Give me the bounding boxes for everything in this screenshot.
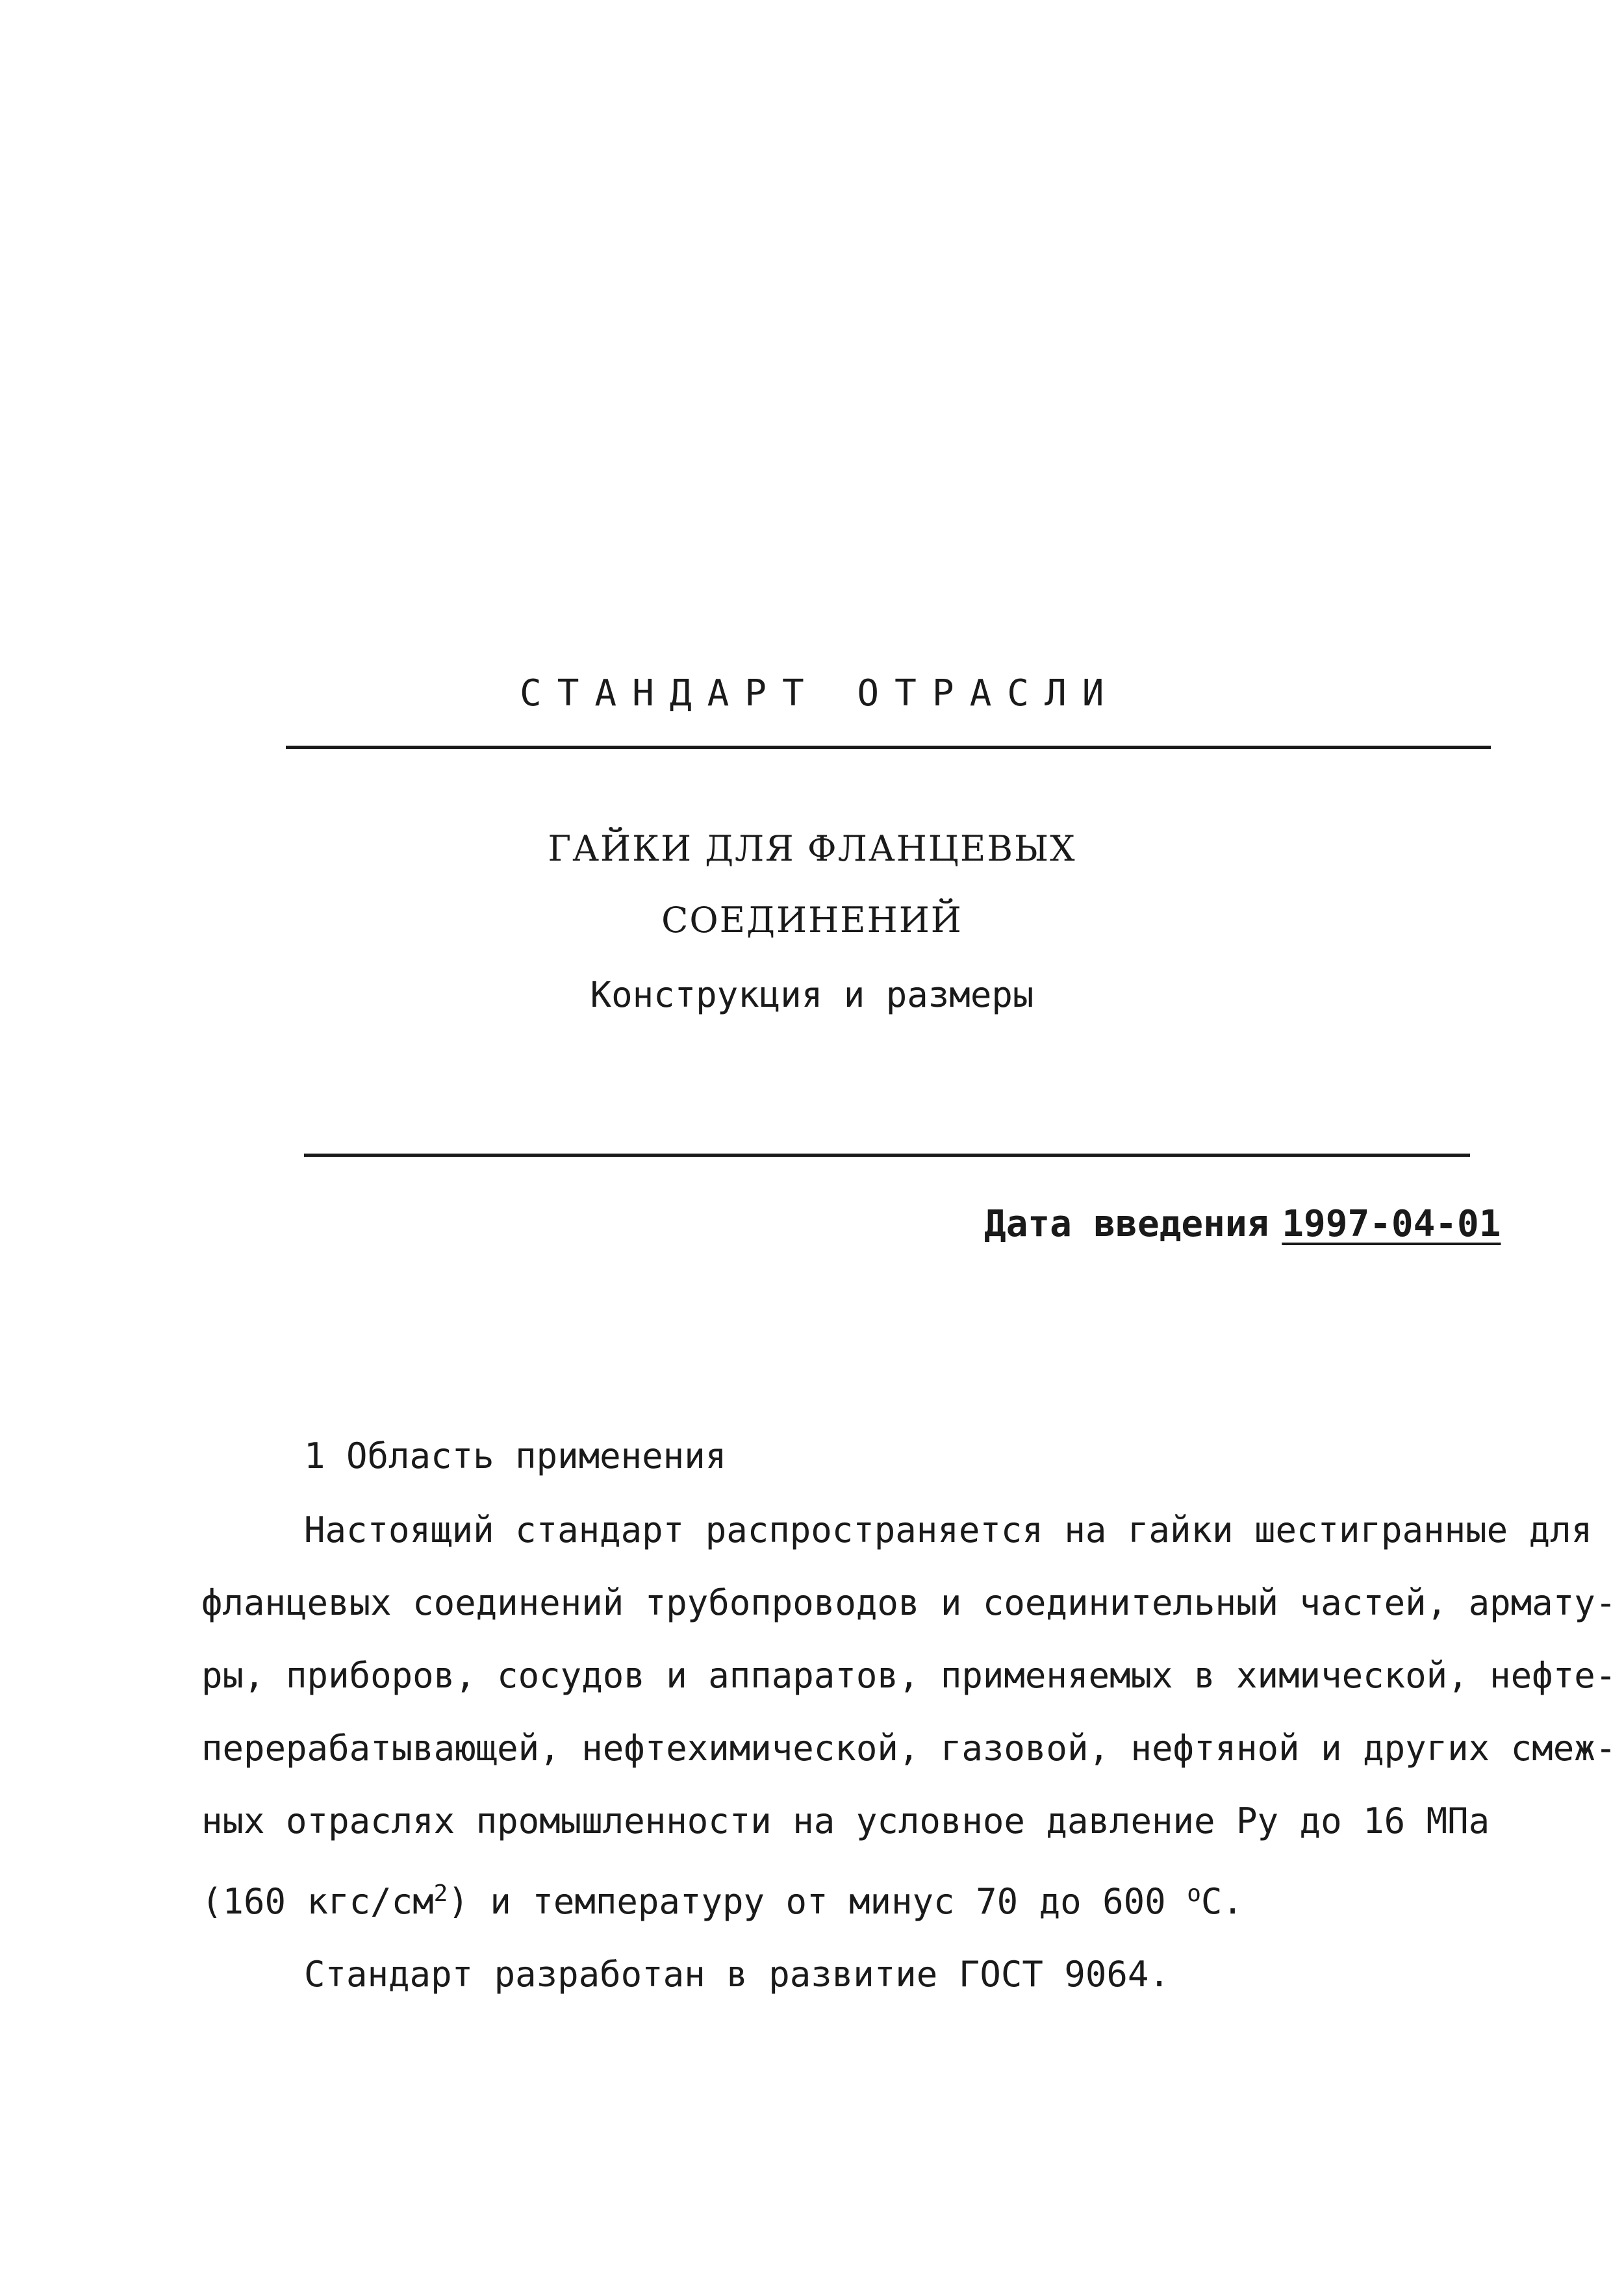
- superscript-2: 2: [433, 1880, 448, 1907]
- closing-line: Стандарт разработан в развитие ГОСТ 9064.: [304, 1954, 1170, 1995]
- introduction-date-label: Дата введения: [984, 1203, 1269, 1245]
- body-line-6-end: С.: [1200, 1881, 1243, 1922]
- body-line-1: Настоящий стандарт распространяется на гайки шестигранные для: [304, 1510, 1593, 1550]
- section-body: [201, 1494, 1617, 2011]
- body-line-4: перерабатывающей, нефтехимической, газовой, нефтяной и других смеж-: [201, 1728, 1617, 1769]
- introduction-date-value: 1997-04-01: [1282, 1203, 1501, 1245]
- body-line-6-start: (160 кгс/см: [201, 1881, 434, 1922]
- standard-header-title: СТАНДАРТ ОТРАСЛИ: [520, 672, 1120, 714]
- bottom-divider: [304, 1154, 1470, 1157]
- document-subtitle: Конструкция и размеры: [590, 974, 1034, 1015]
- body-line-6: [201, 1858, 1546, 1938]
- document-title-line1: ГАЙКИ ДЛЯ ФЛАНЦЕВЫХ: [548, 828, 1076, 869]
- section-heading: 1 Область применения: [304, 1435, 727, 1476]
- body-line-6-middle: ) и температуру от минус 70 до 600: [448, 1881, 1187, 1922]
- body-line-5: ных отраслях промышленности на условное давление Ру до 16 МПа: [201, 1801, 1490, 1841]
- top-divider: [286, 746, 1491, 749]
- body-line-3: ры, приборов, сосудов и аппаратов, применяемых в химической, нефте-: [201, 1655, 1617, 1696]
- document-title-line2: СОЕДИНЕНИЙ: [661, 900, 963, 941]
- body-line-2: фланцевых соединений трубопроводов и соединительный частей, армату-: [201, 1582, 1617, 1623]
- degree-superscript: о: [1187, 1880, 1201, 1907]
- introduction-date: [984, 1203, 1514, 1245]
